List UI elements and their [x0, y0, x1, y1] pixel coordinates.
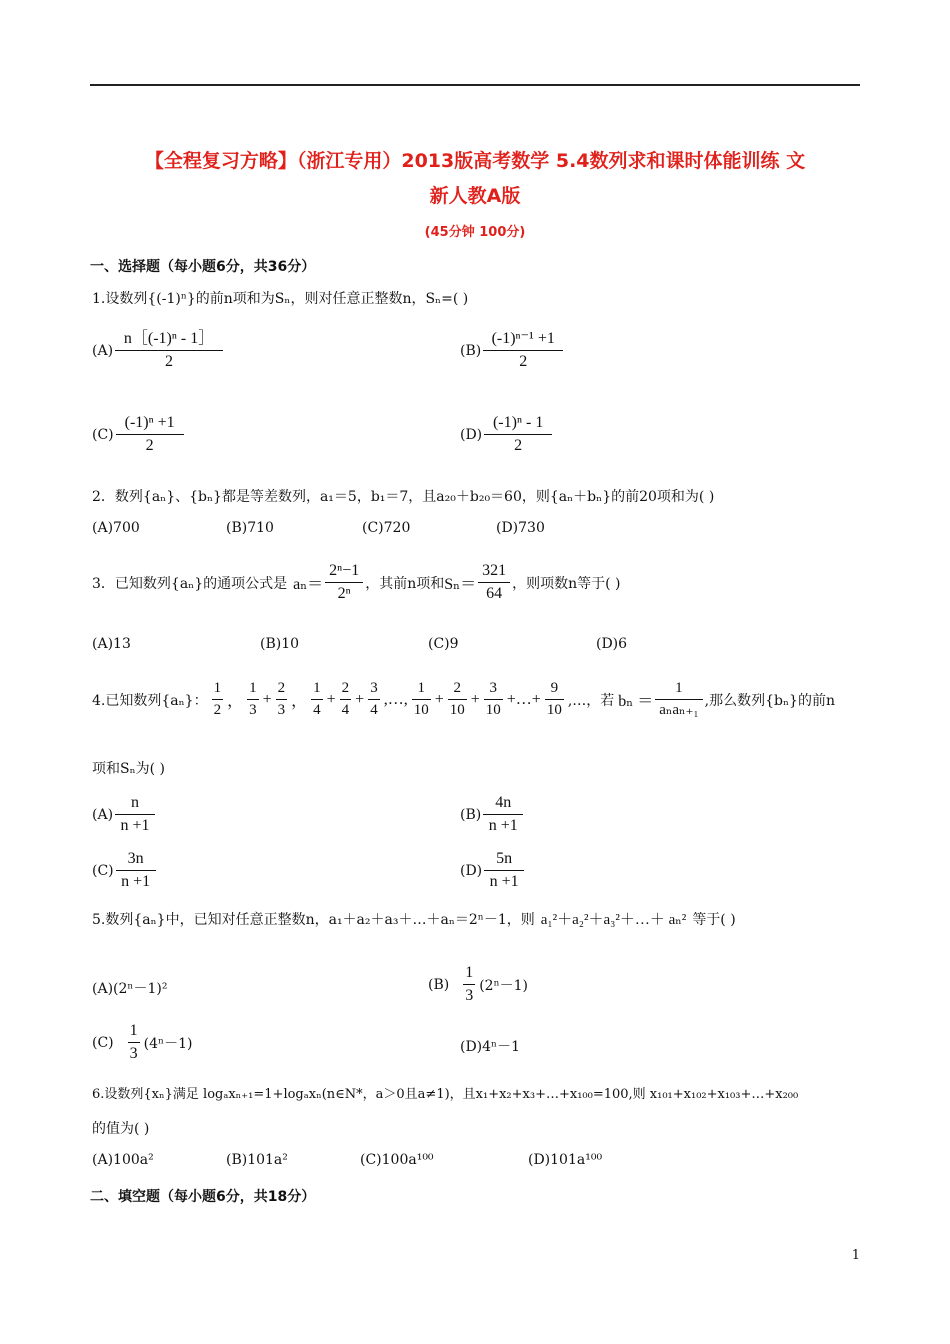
- formula-lhs: Sₙ＝: [444, 576, 477, 594]
- fraction-numerator: 2: [277, 680, 286, 696]
- fraction-numerator: 1: [213, 680, 222, 696]
- question-3-option-c: (C)9: [428, 636, 459, 652]
- fraction-numerator: 5n: [496, 850, 513, 867]
- fraction-denominator: 10: [448, 699, 467, 719]
- question-4-option-c: [92, 850, 158, 892]
- option-label: (A): [92, 342, 114, 359]
- plus-sign: +: [434, 690, 444, 708]
- fraction-numerator: 2ⁿ−1: [329, 562, 360, 579]
- option-label: (C): [92, 1034, 114, 1051]
- fraction-denominator: 4: [340, 699, 352, 719]
- fraction-numerator: 9: [550, 680, 559, 696]
- option-label: (C): [92, 426, 114, 443]
- fraction-numerator: 1: [249, 680, 257, 696]
- question-4-stem-line2: 项和Sₙ为( ): [92, 761, 166, 777]
- question-5-option-a: (A)(2ⁿ－1)²: [92, 981, 168, 997]
- fraction-denominator: 3: [276, 699, 288, 719]
- question-text: 4.已知数列{aₙ}：: [92, 692, 208, 709]
- fraction-numerator: 3: [489, 680, 498, 696]
- question-3-option-b: (B)10: [260, 636, 300, 652]
- document-title-line2: 新人教A版: [429, 185, 521, 207]
- question-1-stem: 1.设数列{(-1)ⁿ}的前n项和为Sₙ，则对任意正整数n，Sₙ=( ): [92, 291, 469, 307]
- option-label: (A): [92, 806, 114, 823]
- question-6-stem: 6.设数列{xₙ}满足 logₐxₙ₊₁=1+logₐxₙ(n∈N*，a＞0且a≠1)，且x₁+x₂+x₃+…+x₁₀₀=100,则 x₁₀₁+x₁₀₂+x₁₀₃+…+x₂₀₀: [92, 1087, 799, 1102]
- question-2-stem: 2．数列{aₙ}、{bₙ}都是等差数列，a₁＝5，b₁＝7，且a₂₀＋b₂₀＝60，则{aₙ＋bₙ}的前20项和为( ): [92, 489, 715, 505]
- fraction-denominator: 2: [483, 350, 563, 371]
- question-text: ,那么数列{bₙ}的前n: [704, 692, 835, 709]
- fraction-denominator: 3: [247, 699, 259, 719]
- option-label: (B): [460, 342, 482, 359]
- formula-lhs: aₙ＝: [293, 576, 324, 594]
- question-2-option-a: (A)700: [92, 520, 140, 536]
- page-number: 1: [851, 1248, 860, 1263]
- fraction-denominator: 4: [311, 699, 323, 719]
- fraction-denominator: 10: [412, 699, 431, 719]
- fraction-denominator: 3: [463, 984, 475, 1005]
- fraction-denominator: 2: [115, 350, 223, 371]
- question-4-stem: [92, 680, 835, 720]
- fraction-denominator: 4: [368, 699, 380, 719]
- document-title-line1: 【全程复习方略】（浙江专用）2013版高考数学 5.4数列求和课时体能训练 文: [144, 150, 806, 172]
- question-text: ，则项数n等于( ): [512, 575, 621, 592]
- question-5-option-c: [92, 1022, 192, 1064]
- question-text: 等于( ): [692, 911, 736, 928]
- separator: ，: [227, 693, 244, 711]
- fraction-denominator: n +1: [115, 814, 155, 835]
- fraction-denominator: 10: [484, 699, 503, 719]
- option-label: (B): [428, 976, 450, 993]
- fraction-numerator: 3: [370, 680, 378, 696]
- question-3-stem: [92, 562, 620, 604]
- option-label: (C): [92, 862, 114, 879]
- fraction-numerator: 1: [313, 680, 321, 696]
- question-text: ,…，若: [567, 692, 615, 709]
- fraction-numerator: (-1)ⁿ +1: [124, 414, 175, 431]
- fraction-denominator: 10: [545, 699, 564, 719]
- document-subtitle: (45分钟 100分): [424, 225, 526, 240]
- question-6-stem-line2: 的值为( ): [92, 1121, 150, 1137]
- fraction-numerator: 2: [453, 680, 461, 696]
- fraction-denominator: 2: [116, 434, 184, 455]
- question-text: 5.数列{aₙ}中，已知对任意正整数n，a₁＋a₂＋a₃＋…＋aₙ＝2ⁿ－1，则: [92, 911, 535, 928]
- fraction-denominator: 64: [478, 582, 510, 603]
- question-4-option-d: [460, 850, 526, 892]
- question-1-option-a: [92, 330, 225, 372]
- fraction-denominator: 2: [212, 699, 224, 719]
- fraction-numerator: (-1)ⁿ - 1: [492, 414, 544, 431]
- fraction-numerator: 3n: [127, 850, 144, 867]
- question-6-option-b: (B)101a²: [226, 1152, 288, 1168]
- fraction-numerator: 1: [129, 1022, 138, 1039]
- plus-sign: +: [326, 690, 336, 708]
- question-6-option-a: (A)100a²: [92, 1152, 154, 1168]
- fraction-denominator: 3: [128, 1042, 140, 1063]
- formula-lhs: bₙ ＝: [618, 693, 654, 711]
- section-heading-fill-in: 二、填空题（每小题6分，共18分）: [90, 1189, 316, 1205]
- question-6-option-d: (D)101a¹⁰⁰: [528, 1152, 603, 1168]
- question-4-option-a: [92, 794, 157, 836]
- option-label: (D): [460, 862, 483, 879]
- fraction-numerator: 4n: [495, 794, 512, 811]
- question-4-option-b: [460, 794, 525, 836]
- fraction-denominator: 2ⁿ: [325, 582, 363, 603]
- question-text: ，其前n项和: [365, 575, 445, 592]
- header-rule: [90, 84, 860, 86]
- plus-sign: +: [355, 690, 365, 708]
- question-1-option-d: [460, 414, 554, 456]
- ellipsis: ,…,: [383, 690, 408, 708]
- separator: ，: [291, 693, 308, 711]
- fraction-numerator: 1: [675, 680, 683, 696]
- fraction-denominator: n +1: [484, 870, 524, 891]
- fraction-numerator: 1: [465, 964, 474, 981]
- fraction-numerator: (-1)ⁿ⁻¹ +1: [491, 330, 555, 347]
- question-1-option-c: [92, 414, 186, 456]
- fraction-denominator: 2: [484, 434, 552, 455]
- question-6-option-c: (C)100a¹⁰⁰: [360, 1152, 434, 1168]
- sum-of-squares-expression: a₁²＋a₂²＋a₃²＋…＋ aₙ²: [540, 912, 687, 928]
- question-3-option-a: (A)13: [92, 636, 131, 652]
- question-1-option-b: [460, 330, 565, 372]
- plus-sign: +: [262, 690, 272, 708]
- ellipsis: +…+: [506, 690, 541, 708]
- question-text: 3．已知数列{aₙ}的通项公式是: [92, 575, 288, 592]
- option-text: (2ⁿ－1): [479, 977, 529, 994]
- fraction-denominator: n +1: [483, 814, 523, 835]
- fraction-numerator: 1: [417, 680, 425, 696]
- question-5-stem: [92, 908, 736, 929]
- fraction-numerator: n: [131, 794, 140, 811]
- fraction-numerator: n［(-1)ⁿ - 1］: [123, 330, 215, 347]
- option-label: (B): [460, 806, 482, 823]
- fraction-numerator: 2: [341, 680, 350, 696]
- fraction-denominator: aₙaₙ₊₁: [655, 699, 702, 719]
- question-5-option-d: (D)4ⁿ－1: [460, 1039, 521, 1055]
- question-2-option-b: (B)710: [226, 520, 274, 536]
- fraction-denominator: n +1: [116, 870, 156, 891]
- section-heading-choice: 一、选择题（每小题6分，共36分）: [90, 259, 316, 275]
- fraction-numerator: 321: [482, 562, 507, 579]
- question-2-option-c: (C)720: [362, 520, 411, 536]
- question-5-option-b: [428, 964, 528, 1006]
- plus-sign: +: [470, 690, 480, 708]
- option-text: (4ⁿ－1): [143, 1035, 193, 1052]
- question-3-option-d: (D)6: [596, 636, 628, 652]
- question-2-option-d: (D)730: [496, 520, 545, 536]
- option-label: (D): [460, 426, 483, 443]
